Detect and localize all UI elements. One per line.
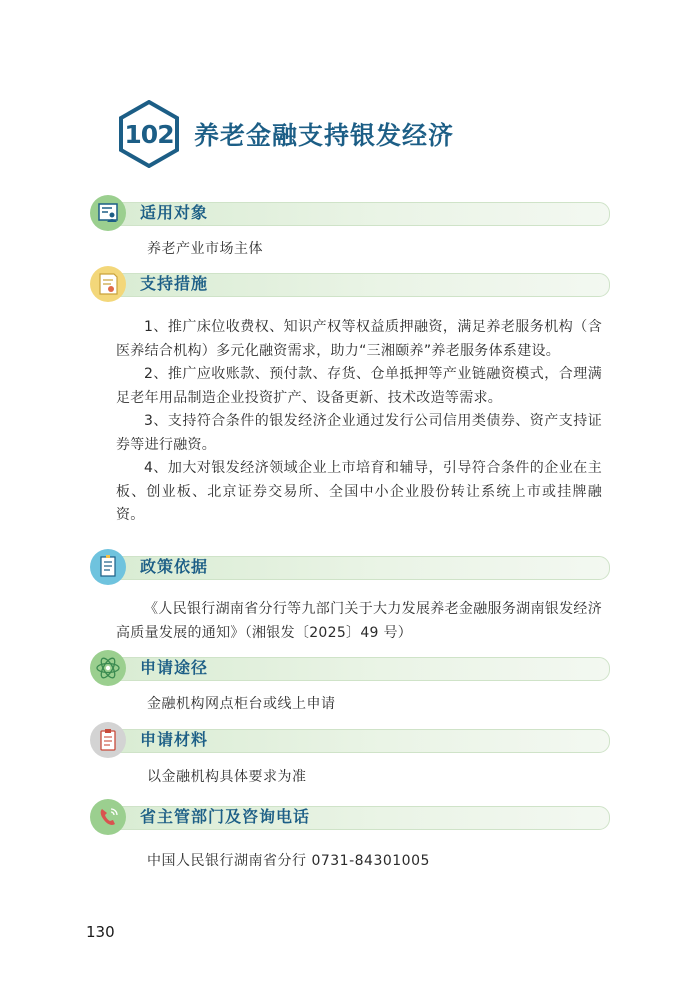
measures-list xyxy=(116,316,602,528)
section-title-target: 适用对象 xyxy=(140,203,209,222)
section-header-target xyxy=(90,195,610,233)
section-title-contact: 省主管部门及咨询电话 xyxy=(140,807,311,826)
section-title-channel: 申请途径 xyxy=(140,658,209,677)
document-person-icon xyxy=(90,195,126,231)
item-number-badge xyxy=(118,100,180,168)
contact-text: 中国人民银行湖南省分行 0731-84301005 xyxy=(147,853,430,869)
target-text: 养老产业市场主体 xyxy=(147,241,263,257)
policy-doc-icon xyxy=(90,549,126,585)
section-header-measures xyxy=(90,266,610,304)
section-title-materials: 申请材料 xyxy=(140,730,209,749)
page-header xyxy=(118,100,454,168)
phone-icon xyxy=(90,799,126,835)
section-title-policy: 政策依据 xyxy=(140,557,209,576)
section-header-policy xyxy=(90,549,610,587)
page-number: 130 xyxy=(86,923,115,941)
certificate-icon xyxy=(90,266,126,302)
section-header-contact xyxy=(90,799,610,837)
section-header-channel xyxy=(90,650,610,688)
measure-item: 1、推广床位收费权、知识产权等权益质押融资，满足养老服务机构（含医养结合机构）多元化融资需求，助力“三湘颐养”养老服务体系建设。 xyxy=(116,319,602,359)
measure-item: 4、加大对银发经济领域企业上市培育和辅导，引导符合条件的企业在主板、创业板、北京证券交易所、全国中小企业股份转让系统上市或挂牌融资。 xyxy=(116,460,602,523)
policy-text-block xyxy=(116,598,602,645)
section-title-measures: 支持措施 xyxy=(140,274,209,293)
measure-item: 2、推广应收账款、预付款、存货、仓单抵押等产业链融资模式，合理满足老年用品制造企业投资扩产、设备更新、技术改造等需求。 xyxy=(116,366,602,406)
materials-text: 以金融机构具体要求为准 xyxy=(147,769,307,785)
channel-text: 金融机构网点柜台或线上申请 xyxy=(147,696,336,712)
clipboard-icon xyxy=(90,722,126,758)
policy-text: 《人民银行湖南省分行等九部门关于大力发展养老金融服务湖南银发经济高质量发展的通知》（湘银发〔2025〕49 号） xyxy=(116,601,602,641)
page-title: 养老金融支持银发经济 xyxy=(194,121,455,150)
item-number: 102 xyxy=(124,119,174,149)
measure-item: 3、支持符合条件的银发经济企业通过发行公司信用类债券、资产支持证券等进行融资。 xyxy=(116,413,602,453)
atom-icon xyxy=(90,650,126,686)
section-header-materials xyxy=(90,722,610,760)
